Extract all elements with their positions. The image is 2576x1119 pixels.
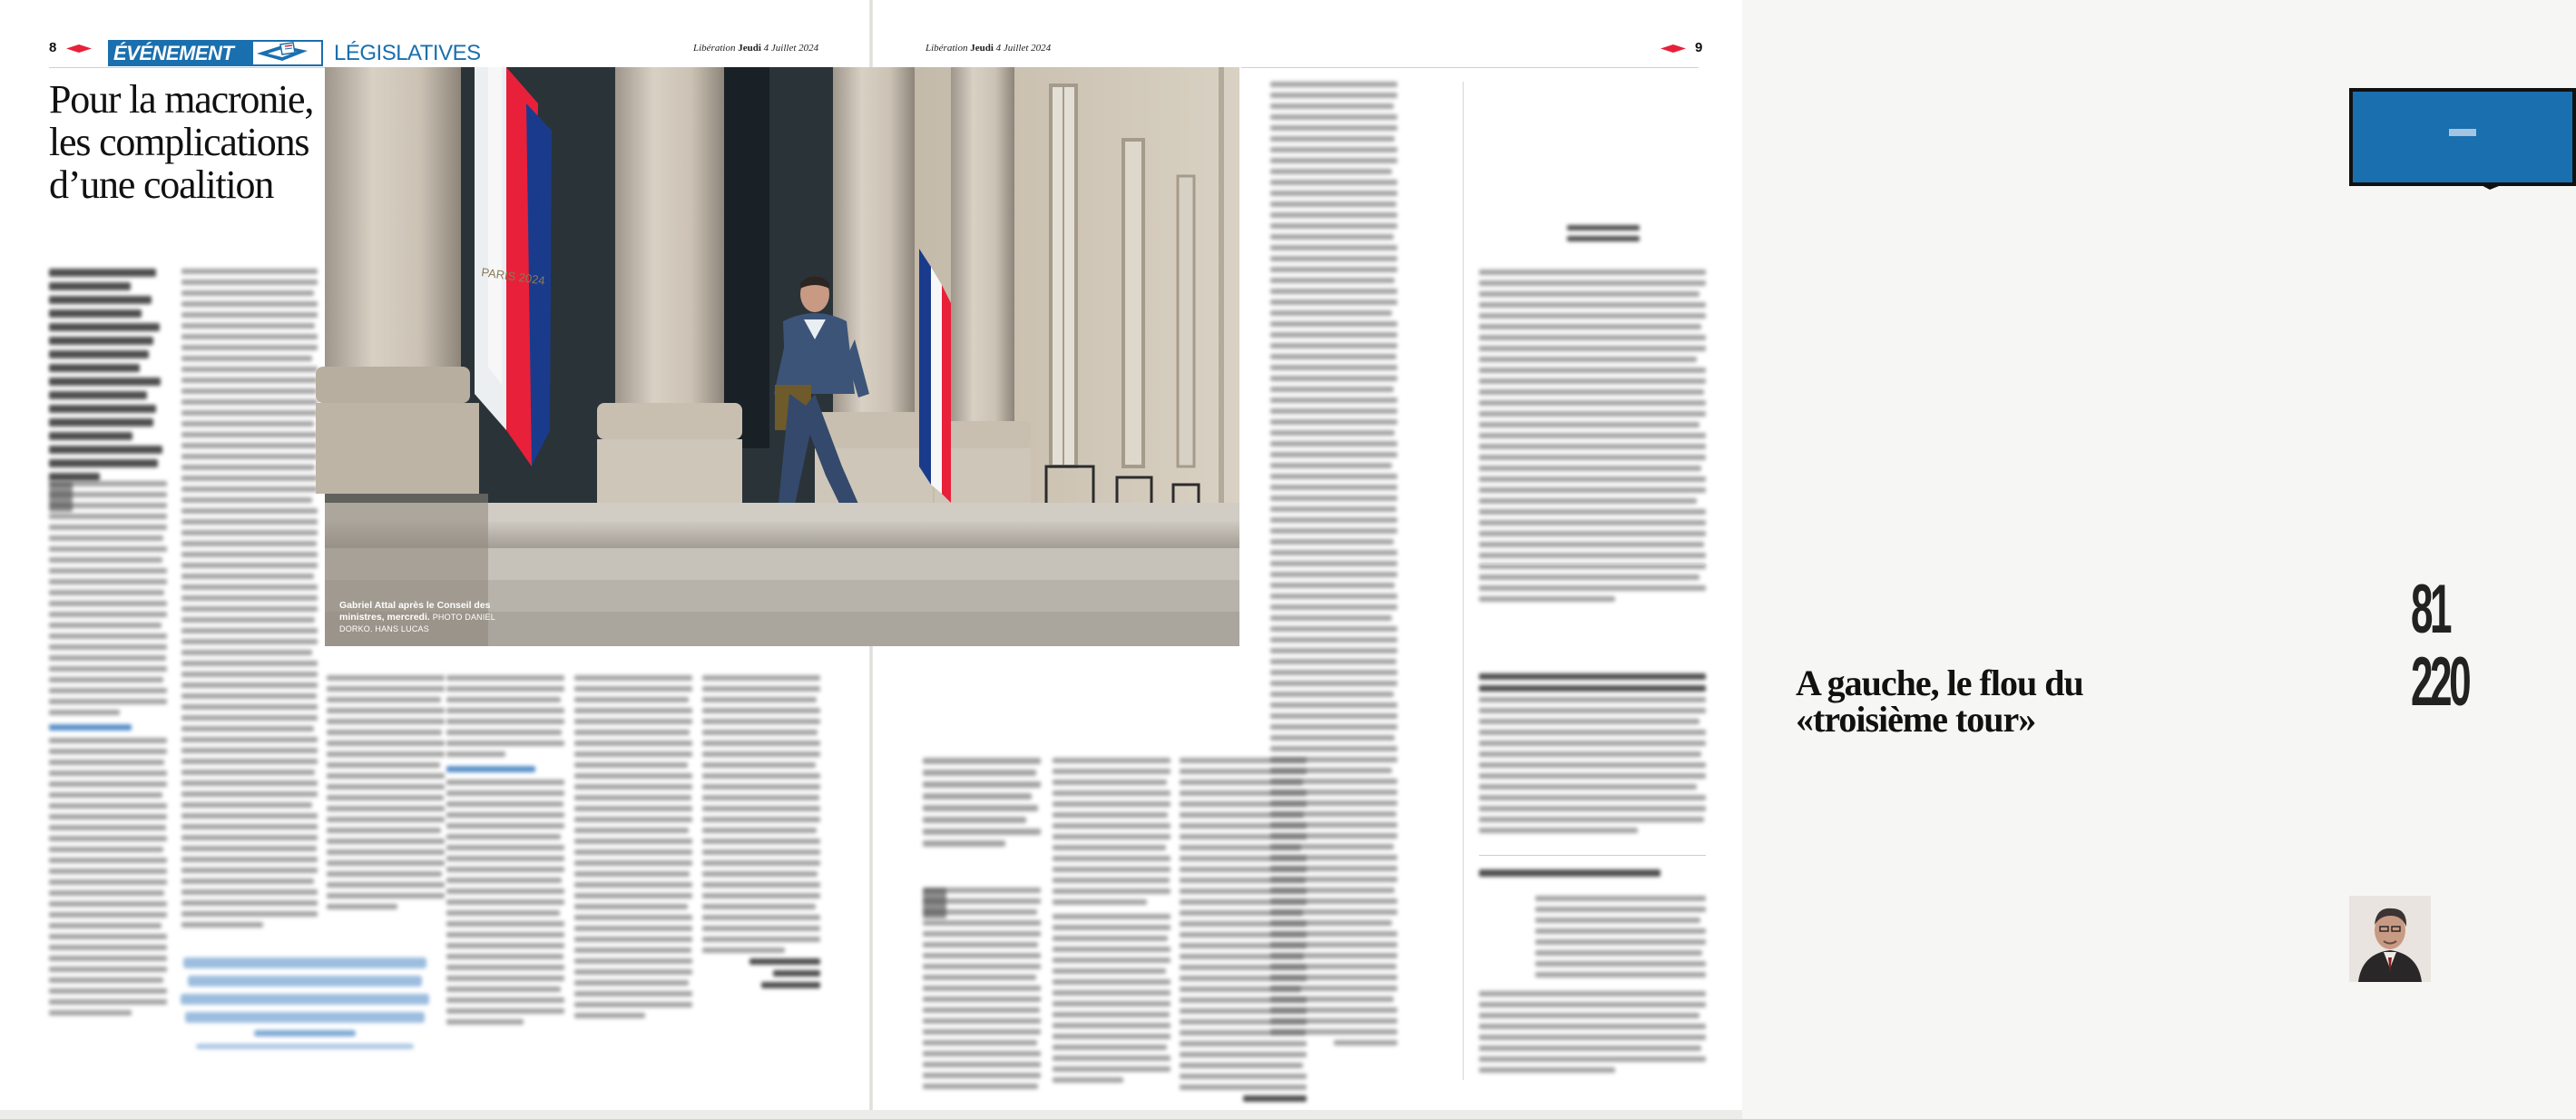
top-rule-right bbox=[1241, 67, 1699, 68]
speech-bubble-graphic bbox=[2349, 88, 2576, 190]
main-photo bbox=[325, 67, 1239, 646]
red-diamond-icon bbox=[66, 44, 92, 53]
body-column-6 bbox=[702, 675, 820, 994]
body-column-2 bbox=[181, 269, 318, 933]
sidebar-divider-2 bbox=[1479, 855, 1706, 856]
body-column-3 bbox=[327, 675, 445, 915]
pull-quote bbox=[178, 957, 432, 1056]
photo-caption bbox=[339, 600, 512, 635]
running-head-right bbox=[926, 43, 1051, 54]
body-column-right-4 bbox=[1180, 758, 1307, 1107]
secondary-headline: A gauche, le flou du «troisième tour» bbox=[1796, 663, 2083, 740]
body-column-right-2 bbox=[923, 888, 1041, 1094]
paper-name: Libération bbox=[693, 43, 736, 54]
big-number: 81 220 bbox=[2411, 571, 2469, 721]
red-diamond-icon-right bbox=[1660, 44, 1686, 53]
sidebar-text-1 bbox=[1479, 270, 1706, 607]
sidebar-brief-text bbox=[1535, 896, 1706, 983]
body-column-4 bbox=[446, 675, 564, 1030]
date-right: 4 Juillet 2024 bbox=[995, 43, 1052, 54]
portrait-photo bbox=[2349, 896, 2431, 982]
ballot-box-icon bbox=[255, 42, 320, 64]
body-column-1 bbox=[49, 481, 167, 1021]
standfirst bbox=[49, 269, 165, 486]
main-headline: Pour la macronie, les complications d’une coalition bbox=[49, 77, 314, 207]
standfirst-right bbox=[923, 758, 1041, 852]
body-column-5 bbox=[574, 675, 692, 1024]
running-head-left bbox=[693, 43, 818, 54]
sidebar-number-text bbox=[1479, 673, 1706, 839]
day-right: Jeudi bbox=[970, 43, 994, 54]
rubrique-label: ÉVÉNEMENT bbox=[110, 42, 253, 64]
body-column-right-3 bbox=[1053, 758, 1170, 1088]
date: 4 Juillet 2024 bbox=[763, 43, 819, 54]
sidebar-subtitle bbox=[1567, 225, 1640, 247]
sidebar-rule bbox=[1463, 82, 1464, 1080]
sidebar-brief-text-2 bbox=[1479, 991, 1706, 1078]
paper-name-right: Libération bbox=[926, 43, 968, 54]
section-label: LÉGISLATIVES bbox=[334, 41, 481, 65]
top-rule bbox=[49, 67, 325, 68]
rubrique-badge bbox=[108, 40, 323, 66]
caption-credit: PHOTO DANIEL DORKO. HANS LUCAS bbox=[339, 613, 495, 633]
page-number-right: 9 bbox=[1695, 40, 1703, 55]
sidebar-divider-1 bbox=[1479, 564, 1706, 565]
caption-text: Gabriel Attal après le Conseil des ministres, mercredi. bbox=[339, 600, 491, 623]
day: Jeudi bbox=[738, 43, 761, 54]
bottom-strip bbox=[0, 1110, 1742, 1119]
page-number-left: 8 bbox=[49, 40, 57, 55]
flag-text: PARIS 2024 bbox=[480, 265, 546, 288]
sidebar-brief-title bbox=[1479, 869, 1660, 882]
